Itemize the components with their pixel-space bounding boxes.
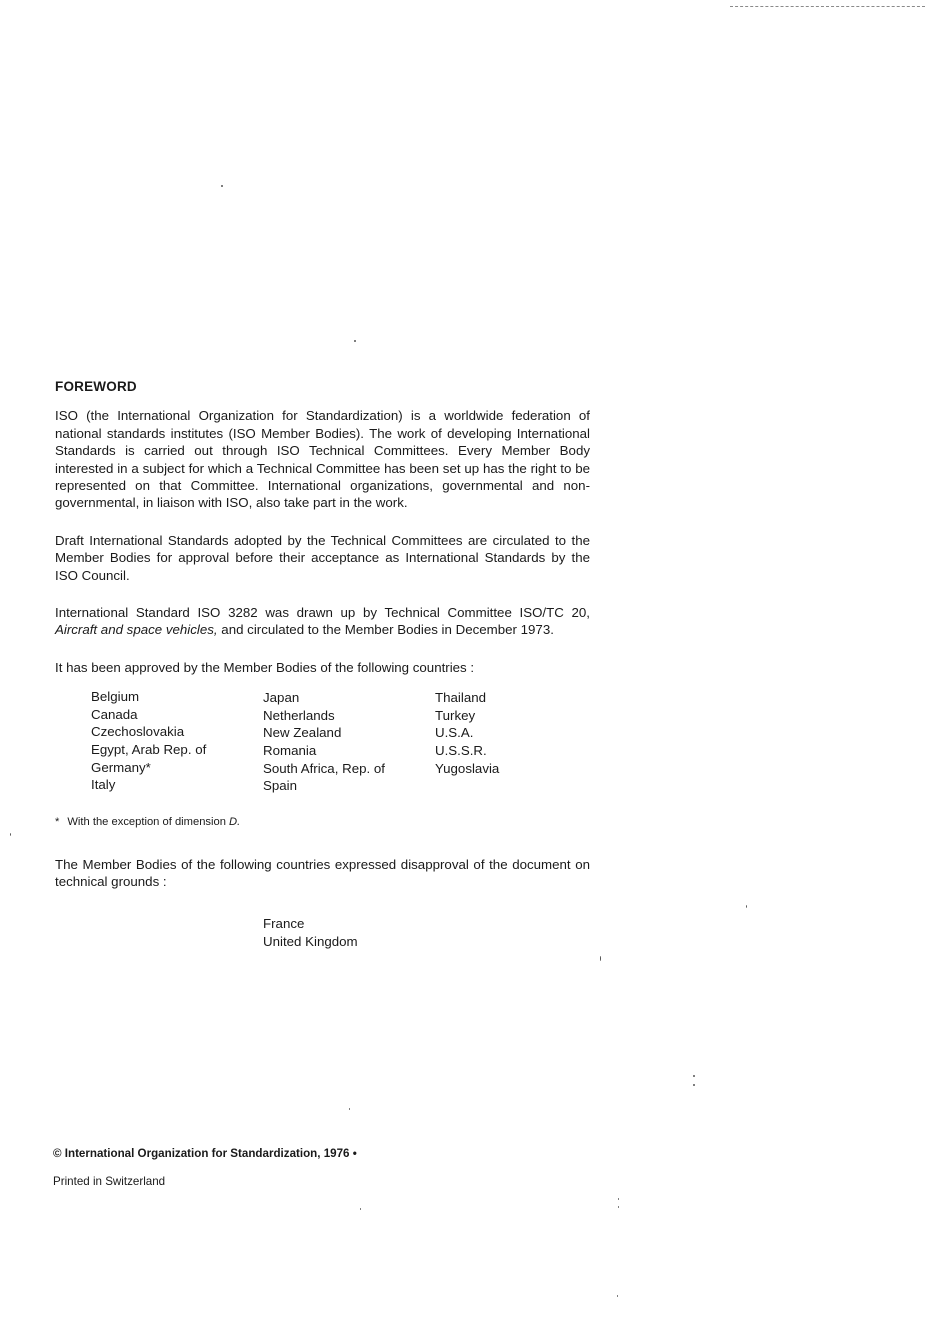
approving-countries-column-2 xyxy=(263,689,385,795)
disapproval-intro: The Member Bodies of the following countries expressed disapproval of the document on technical grounds : xyxy=(55,856,590,890)
country-item: Yugoslavia xyxy=(435,760,500,776)
country-item: Turkey xyxy=(435,707,476,723)
scan-speck xyxy=(354,340,356,342)
scan-speck xyxy=(746,905,747,908)
scan-speck xyxy=(360,1208,361,1210)
disapproving-countries-list xyxy=(263,915,590,951)
scan-speck xyxy=(618,1206,619,1208)
foreword-paragraph-standard xyxy=(55,604,590,639)
country-item: Egypt, Arab Rep. of xyxy=(91,742,207,758)
country-item: Germany* xyxy=(91,759,151,775)
country-item: Belgium xyxy=(91,689,140,705)
scan-speck xyxy=(693,1075,695,1077)
country-item: Netherlands xyxy=(263,707,335,723)
country-item: Japan xyxy=(263,690,300,706)
country-item: Canada xyxy=(91,706,138,722)
country-item: South Africa, Rep. of xyxy=(263,760,385,776)
standard-text-start: International Standard ISO 3282 was drawn up by Technical Committee ISO/TC 20, xyxy=(55,605,590,621)
foreword-paragraph-drafts: Draft International Standards adopted by the Technical Committees are circulated to the Member Bodies for approval before their acceptance as International Standards by the ISO Council. xyxy=(55,532,590,583)
approving-countries-list xyxy=(55,688,590,794)
printed-location: Printed in Switzerland xyxy=(53,1175,166,1188)
country-item: U.S.S.R. xyxy=(435,743,487,759)
scan-speck xyxy=(221,185,223,187)
country-item: Romania xyxy=(263,743,317,759)
footnote xyxy=(55,814,590,831)
country-item: Italy xyxy=(91,777,116,793)
approving-countries-column-3 xyxy=(435,689,499,777)
country-item: France xyxy=(263,915,305,931)
scan-top-rule xyxy=(730,6,925,7)
footnote-text: With the exception of dimension xyxy=(67,816,230,829)
copyright-notice: © International Organization for Standardization, 1976 • xyxy=(53,1147,357,1160)
scan-speck xyxy=(693,1084,695,1086)
scan-speck xyxy=(618,1198,619,1200)
committee-title: Aircraft and space vehicles, xyxy=(55,622,218,638)
standard-text-end: and circulated to the Member Bodies in December 1973. xyxy=(217,622,554,638)
footnote-marker: * xyxy=(55,816,60,829)
footnote-dimension: D. xyxy=(229,816,241,829)
country-item: Thailand xyxy=(435,690,487,706)
foreword-heading: FOREWORD xyxy=(55,379,137,394)
country-item: U.S.A. xyxy=(435,725,474,741)
country-item: United Kingdom xyxy=(263,933,358,949)
scan-speck xyxy=(10,833,11,836)
foreword-section xyxy=(55,378,590,951)
country-item: New Zealand xyxy=(263,725,342,741)
scan-speck xyxy=(600,956,601,961)
country-item: Czechoslovakia xyxy=(91,724,185,740)
approval-intro: It has been approved by the Member Bodies of the following countries : xyxy=(55,659,475,675)
foreword-paragraph-iso: ISO (the International Organization for Standardization) is a worldwide federation of national standards institutes (ISO Member Bodies). The work of developing International Standards is carried out through ISO Technical Committees. Every Member Body interested in a subject for which a Technical Committee has been set up has the right to be represented on that Committee. International organizations, governmental and non-governmental, in liaison with ISO, also take part in the work. xyxy=(55,408,590,511)
approving-countries-column-1 xyxy=(91,688,206,794)
scan-speck xyxy=(617,1295,618,1297)
scan-speck xyxy=(349,1108,350,1110)
country-item: Spain xyxy=(263,778,298,794)
